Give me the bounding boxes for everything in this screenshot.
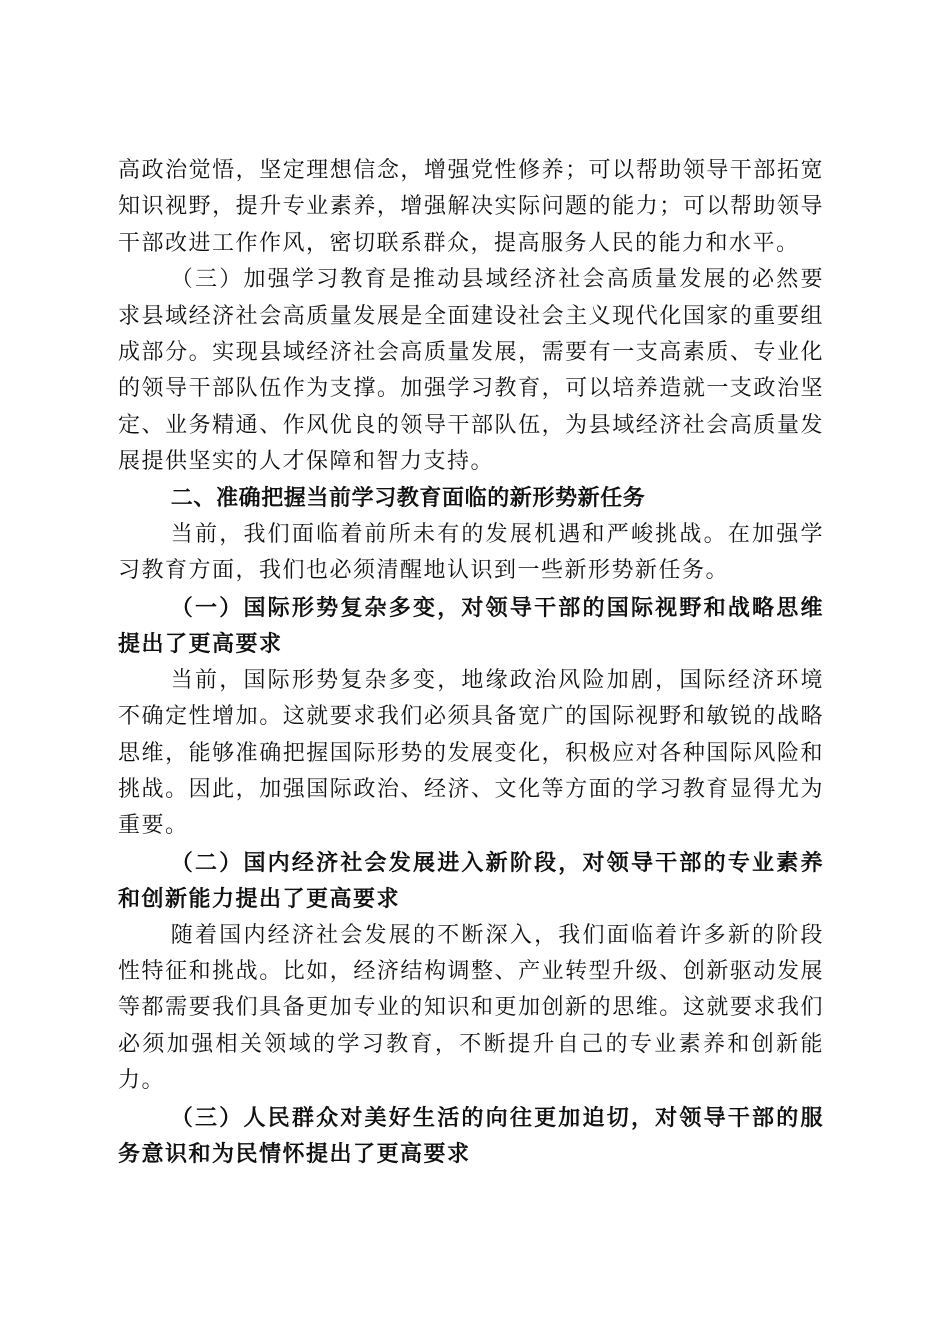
section-heading-two: 二、准确把握当前学习教育面临的新形势新任务 xyxy=(170,485,646,511)
sub-heading-domestic: （二）国内经济社会发展进入新阶段，对领导干部的专业素养和创新能力提出了更高要求 xyxy=(118,849,824,913)
sub-heading-people: （三）人民群众对美好生活的向往更加迫切，对领导干部的服务意识和为民情怀提出了更高要求 xyxy=(118,1104,824,1167)
paragraph-new-situation: 当前，我们面临着前所未有的发展机遇和严峻挑战。在加强学习教育方面，我们也必须清醒地认识到一些新形势新任务。 xyxy=(118,522,824,584)
paragraph-continued: 高政治觉悟，坚定理想信念，增强党性修养；可以帮助领导干部拓宽知识视野，提升专业素养，增强解决实际问题的能力；可以帮助领导干部改进工作作风，密切联系群众，提高服务人民的能力和水平。 xyxy=(118,158,824,256)
paragraph-domestic: 随着国内经济社会发展的不断深入，我们面临着许多新的阶段性特征和挑战。比如，经济结构调整、产业转型升级、创新驱动发展等都需要我们具备更加专业的知识和更加创新的思维。这就要求我们必须加强相关领域的学习教育，不断提升自己的专业素养和创新能力。 xyxy=(118,922,824,1094)
paragraph-county-development: （三）加强学习教育是推动县域经济社会高质量发展的必然要求县域经济社会高质量发展是全面建设社会主义现代化国家的重要组成部分。实现县域经济社会高质量发展，需要有一支高素质、专业化的领导干部队伍作为支撑。加强学习教育，可以培养造就一支政治坚定、业务精通、作风优良的领导干部队伍，为县域经济社会高质量发展提供坚实的人才保障和智力支持。 xyxy=(118,267,824,475)
document-body xyxy=(118,153,824,1172)
sub-heading-international: （一）国际形势复杂多变，对领导干部的国际视野和战略思维提出了更高要求 xyxy=(118,594,824,658)
paragraph-international: 当前，国际形势复杂多变，地缘政治风险加剧，国际经济环境不确定性增加。这就要求我们必须具备宽广的国际视野和敏锐的战略思维，能够准确把握国际形势的发展变化，积极应对各种国际风险和挑战。因此，加强国际政治、经济、文化等方面的学习教育显得尤为重要。 xyxy=(118,667,824,839)
